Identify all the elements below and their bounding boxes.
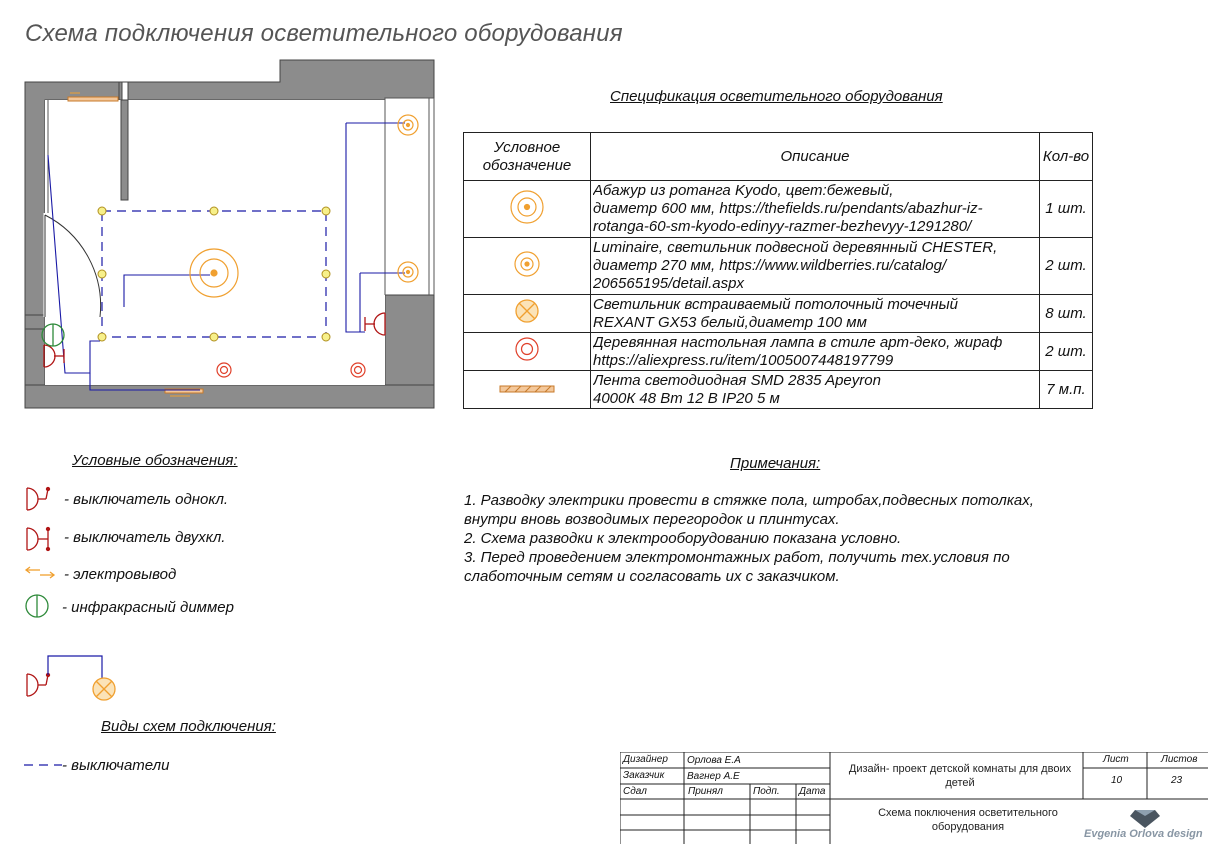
tb-col-accepted: Принял — [688, 786, 723, 797]
window-right — [385, 98, 434, 295]
header-symbol: Условное обозначение — [464, 133, 591, 181]
tb-customer-name: Вагнер А.Е — [687, 771, 740, 782]
pendant-light-symbol-icon — [464, 238, 591, 295]
table-lamp-symbol-icon — [464, 333, 591, 371]
note-line: 1. Разводку электрики провести в стяжке пола, штробах,подвесных потолках, — [464, 492, 1034, 509]
spec-row-qty: 1 шт. — [1040, 181, 1093, 238]
tb-col-date: Дата — [799, 786, 826, 797]
pendant-fixtures — [398, 115, 418, 282]
single-switch-icon — [22, 485, 62, 513]
spec-header-row — [464, 133, 1093, 181]
floor-plan — [20, 55, 440, 415]
spec-row — [464, 371, 1093, 409]
note-line: внутри вновь возводимых перегородок и плинтусах. — [464, 511, 840, 528]
tb-brand: Evgenia Orlova design — [1084, 828, 1203, 840]
spec-row — [464, 295, 1093, 333]
tb-sheet-label: Лист — [1103, 754, 1129, 765]
spec-row — [464, 333, 1093, 371]
spec-row-qty: 8 шт. — [1040, 295, 1093, 333]
tb-sheet-no: 10 — [1111, 775, 1123, 786]
spec-row — [464, 181, 1093, 238]
note-line: 2. Схема разводки к электрооборудованию показана условно. — [464, 530, 902, 547]
spec-row-qty: 2 шт. — [1040, 238, 1093, 295]
double-switch-icon — [22, 525, 62, 553]
tb-sheets-total: 23 — [1171, 775, 1183, 786]
legend-label: - электровывод — [64, 566, 177, 583]
spec-row-qty: 7 м.п. — [1040, 371, 1093, 409]
switch-connection-example — [22, 650, 132, 710]
note-line: слаботочным сетям и согласовать их с заказчиком. — [464, 568, 840, 585]
brand-diamond-icon — [1130, 810, 1160, 828]
tb-sheets-label: Листов — [1161, 754, 1198, 765]
tb-col-signature: Подп. — [753, 786, 780, 797]
infrared-dimmer-icon — [22, 592, 54, 620]
spec-row-description: Luminaire, светильник подвесной деревянный CHESTER, диаметр 270 мм, https://www.wildberries.ru/catalog/ 206565195/detail.aspx — [591, 238, 1040, 295]
spotlight-symbol-icon — [464, 295, 591, 333]
schemes-label: - выключатели — [62, 757, 170, 774]
led-strip-symbol-icon — [464, 371, 591, 409]
rattan-lampshade-symbol-icon — [464, 181, 591, 238]
electrical-outlet-icon — [22, 565, 62, 581]
spec-table — [463, 132, 1093, 409]
partition-wall — [121, 100, 128, 200]
spec-row-description: Светильник встраиваемый потолочный точечный REXANT GX53 белый,диаметр 100 мм — [591, 295, 1040, 333]
tb-customer-label: Заказчик — [623, 770, 665, 781]
spec-row — [464, 238, 1093, 295]
legend-label: - выключатель однокл. — [64, 491, 229, 508]
legend-label: - инфракрасный диммер — [62, 599, 234, 616]
room-floor — [45, 100, 385, 385]
note-line: 3. Перед проведением электромонтажных работ, получить тех.условия по — [464, 549, 1010, 566]
spec-row-description: Деревянная настольная лампа в стиле арт-деко, жираф https://aliexpress.ru/item/1005007448197799 — [591, 333, 1040, 371]
tb-designer-name: Орлова Е.А — [687, 755, 741, 766]
legend-label: - выключатель двухкл. — [64, 529, 226, 546]
legend-title: Условные обозначения: — [72, 452, 238, 469]
spec-title: Спецификация осветительного оборудования — [610, 88, 943, 105]
schemes-title: Виды схем подключения: — [101, 718, 276, 735]
notes-title: Примечания: — [730, 455, 821, 472]
tb-sheet-title: Схема поключения осветительного оборудования — [878, 807, 1058, 833]
tb-project: Дизайн- проект детской комнаты для двоих детей — [848, 763, 1072, 789]
spec-row-description: Абажур из ротанга Kyodo, цвет:бежевый, диаметр 600 мм, https://thefields.ru/pendants/abazhur-iz- rotanga-60-sm-kyodo-edinyy-razmer-bezhevyy-1291280/ — [591, 181, 1040, 238]
page-title: Схема подключения осветительного оборудования — [25, 20, 623, 47]
header-qty: Кол-во — [1040, 133, 1093, 181]
tb-col-submitted: Сдал — [623, 786, 647, 797]
spec-row-qty: 2 шт. — [1040, 333, 1093, 371]
header-description: Описание — [591, 133, 1040, 181]
tb-designer-label: Дизайнер — [623, 754, 668, 765]
spec-row-description: Лента светодиодная SMD 2835 Apeyron 4000К 48 Вт 12 В IP20 5 м — [591, 371, 1040, 409]
dashed-line-icon — [22, 758, 62, 772]
